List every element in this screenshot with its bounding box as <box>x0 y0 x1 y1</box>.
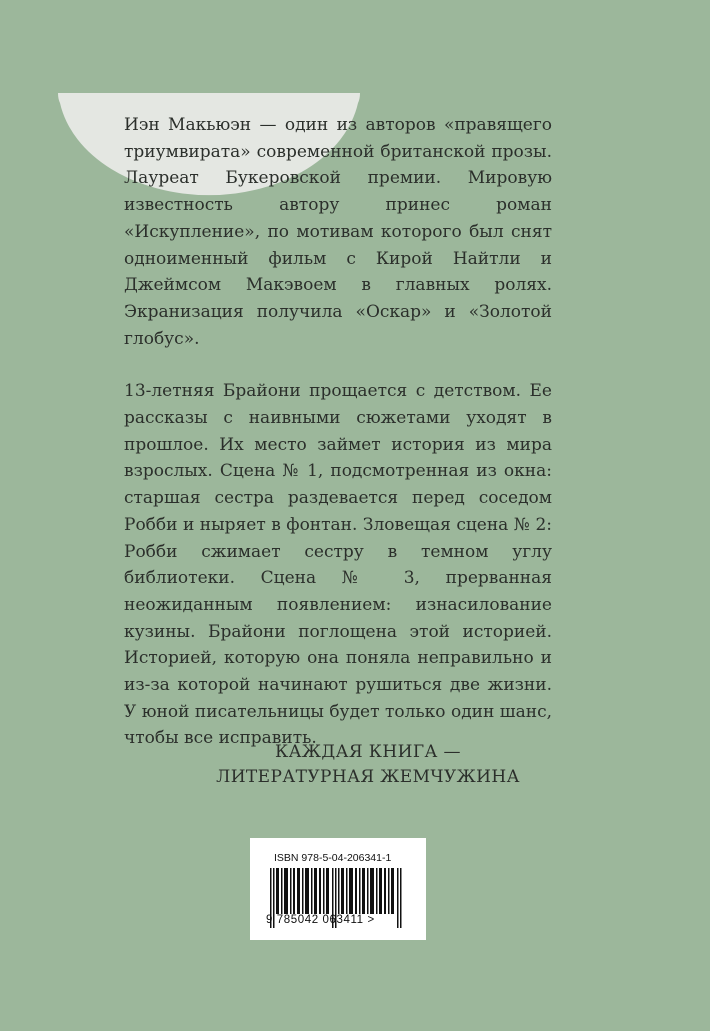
barcode-digits: 9 785042 063411 > <box>266 914 375 926</box>
description-paragraph-2: 13-летняя Брайони прощается с детством. Ее рассказы с наивными сюжетами уходят в прошлое. Их место займет история из мира взрослых. Сцена № 1, подсмотренная из окна: старшая сестра раздевается перед соседом Робби и ныряет в фонтан. Зловещая сцена № 2: Робби сжимает сестру в темном углу библиотеки. Сцена № 3, прерванная неожиданным появлением: изнасилование кузины. Брайони поглощена этой историей. Историей, которую она поняла неправильно и из-за которой начинают рушиться две жизни. У юной писательницы будет только один шанс, чтобы все исправить. <box>124 381 552 749</box>
tagline-line-2: ЛИТЕРАТУРНАЯ ЖЕМЧУЖИНА <box>216 767 520 787</box>
barcode-box <box>250 838 426 940</box>
description-text <box>124 112 552 752</box>
series-tagline <box>150 740 586 790</box>
tagline-line-1: КАЖДАЯ КНИГА — <box>275 742 461 762</box>
description-paragraph-1: Иэн Макьюэн — один из авторов «правящего триумвирата» современной британской прозы. Лауреат Букеровской премии. Мировую известность автору принес роман «Искупление», по мотивам которого был снят одноименный фильм с Кирой Найтли и Джеймсом Макэвоем в главных ролях. Экранизация получила «Оскар» и «Золотой глобус». <box>124 115 552 349</box>
isbn-label: ISBN 978-5-04-206341-1 <box>274 852 392 864</box>
